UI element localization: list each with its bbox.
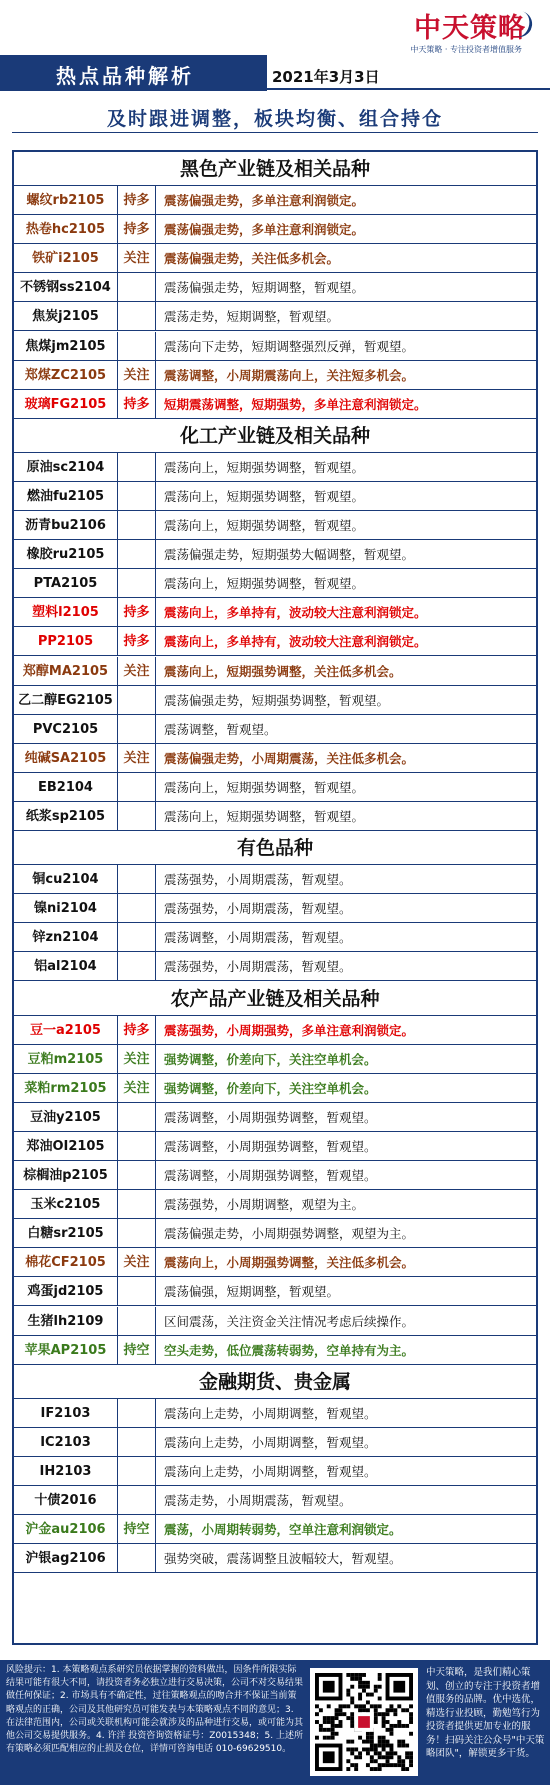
contract-name: PP2105 [14, 627, 118, 655]
table-row [14, 952, 536, 981]
table-row [14, 744, 536, 773]
table-row [14, 1190, 536, 1219]
position-tag [118, 511, 156, 539]
table-row [14, 1486, 536, 1515]
logo-text: 中天策略 [414, 13, 526, 44]
strategy-comment: 震荡向上，短期强势调整，暂观望。 [164, 576, 365, 592]
position-tag [118, 686, 156, 714]
table-row [14, 894, 536, 923]
contract-name: 燃油fu2105 [14, 482, 118, 510]
position-tag [118, 865, 156, 893]
section-header: 化工产业链及相关品种 [14, 419, 536, 453]
contract-name: 白糖sr2105 [14, 1219, 118, 1247]
table-row [14, 511, 536, 540]
table-row [14, 453, 536, 482]
contract-name: 鸡蛋jd2105 [14, 1277, 118, 1305]
contract-name: 纸浆sp2105 [14, 802, 118, 830]
section-header: 金融期货、贵金属 [14, 1365, 536, 1399]
contract-name: 原油sc2104 [14, 453, 118, 481]
contract-name: IC2103 [14, 1428, 118, 1456]
strategy-comment: 强势调整，价差向下，关注空单机会。 [164, 1080, 377, 1096]
position-tag: 关注 [118, 1074, 156, 1102]
position-tag [118, 773, 156, 801]
page-subtitle: 及时跟进调整，板块均衡、组合持仓 [106, 108, 443, 130]
table-row [14, 1045, 536, 1074]
strategy-comment: 区间震荡，关注资金关注情况考虑后续操作。 [164, 1313, 415, 1329]
table-row [14, 1074, 536, 1103]
contract-name: 镍ni2104 [14, 894, 118, 922]
strategy-comment: 震荡向上走势，小周期调整，暂观望。 [164, 1463, 377, 1479]
contract-name: PVC2105 [14, 715, 118, 743]
brand-logo [356, 6, 526, 54]
position-tag [118, 1190, 156, 1218]
table-row [14, 1248, 536, 1277]
contract-name: IF2103 [14, 1399, 118, 1427]
strategy-comment: 震荡调整，小周期强势调整，暂观望。 [164, 1109, 377, 1125]
strategy-comment: 震荡偏强走势，小周期震荡，关注低多机会。 [164, 750, 415, 766]
table-row [14, 244, 536, 273]
strategy-comment: 震荡强势，小周期震荡，暂观望。 [164, 901, 352, 917]
strategy-comment: 震荡，小周期转弱势，空单注意利润锁定。 [164, 1522, 402, 1538]
strategy-comment: 强势突破，震荡调整且波幅较大，暂观望。 [164, 1551, 402, 1567]
contract-name: 沪金au2106 [14, 1515, 118, 1543]
contract-name: 生猪lh2109 [14, 1307, 118, 1335]
table-row [14, 1399, 536, 1428]
contract-name: EB2104 [14, 773, 118, 801]
table-row [14, 390, 536, 419]
contract-name: 铝al2104 [14, 952, 118, 980]
contract-name: IH2103 [14, 1457, 118, 1485]
strategy-comment: 震荡调整，小周期震荡向上，关注短多机会。 [164, 367, 415, 383]
footer [0, 1660, 550, 1785]
strategy-comment: 震荡向上，短期强势调整，暂观望。 [164, 809, 365, 824]
strategy-comment: 震荡走势，小周期震荡，暂观望。 [164, 1493, 352, 1508]
table-row [14, 1544, 536, 1573]
position-tag: 持多 [118, 1016, 156, 1044]
strategy-comment: 震荡偏强，短期调整，暂观望。 [164, 1284, 340, 1300]
position-tag: 关注 [118, 657, 156, 685]
strategy-comment: 震荡强势，小周期强势，多单注意利润锁定。 [164, 1022, 415, 1038]
strategy-comment: 震荡调整，小周期强势调整，暂观望。 [164, 1138, 377, 1154]
strategy-comment: 震荡向上，短期强势调整，关注低多机会。 [164, 663, 402, 679]
strategy-comment: 震荡走势，短期调整，暂观望。 [164, 309, 340, 325]
position-tag [118, 1486, 156, 1514]
position-tag [118, 1277, 156, 1305]
position-tag: 持多 [118, 186, 156, 214]
position-tag [118, 273, 156, 301]
contract-name: 豆一a2105 [14, 1016, 118, 1044]
strategy-comment: 震荡向上走势，小周期调整，暂观望。 [164, 1405, 377, 1421]
page-header [0, 0, 550, 130]
position-tag: 关注 [118, 361, 156, 389]
strategy-comment: 短期震荡调整，短期强势，多单注意利润锁定。 [164, 396, 427, 412]
table-row [14, 773, 536, 802]
brand-promo: 中天策略，是我们精心策划、创立的专注于投资者增值服务的品牌。优中选优，精选行业投顾，勤勉笃行为投资者提供更加专业的服务！扫码关注公众号"中天策略团队"，解锁更多干货。 [426, 1667, 545, 1759]
table-row [14, 657, 536, 686]
position-tag: 关注 [118, 244, 156, 272]
qr-code-icon [315, 1673, 413, 1771]
strategy-comment: 震荡强势，小周期震荡，暂观望。 [164, 959, 352, 975]
risk-disclaimer: 风险提示：1. 本策略观点系研究员依据掌握的资料做出，因条件所限实际结果可能有很大不同，请投资者务必独立进行交易决策，公司不对交易结果做任何保证；2. 市场具有不确定性，过往策略观点的吻合并不保证当前策略观点的正确，公司及其他研究员可能发表与本策略观点不同的意见；3. 在法律范围内，公司或关联机构可能会就涉及的品种进行交易，或可能为其他公司交易提供服务。4. 许洋 投资咨询资格证号：Z0015348；5. 上述所有策略必须匹配相应的止损及仓位，详情可咨询电话 010-69629510。 [6, 1665, 304, 1755]
strategy-comment: 震荡偏强走势，小周期强势调整，观望为主。 [164, 1226, 415, 1242]
position-tag [118, 332, 156, 360]
table-row [14, 1515, 536, 1544]
position-tag: 持空 [118, 1336, 156, 1364]
position-tag: 持多 [118, 627, 156, 655]
section-header: 黑色产业链及相关品种 [14, 152, 536, 186]
table-row [14, 715, 536, 744]
contract-name: PTA2105 [14, 569, 118, 597]
strategy-comment: 震荡偏强走势，短期强势大幅调整，暂观望。 [164, 547, 415, 563]
position-tag [118, 1219, 156, 1247]
strategy-comment: 空头走势，低位震荡转弱势，空单持有为主。 [164, 1342, 415, 1358]
table-row [14, 923, 536, 952]
table-row [14, 1103, 536, 1132]
table-row [14, 1161, 536, 1190]
strategy-comment: 震荡向下走势，短期调整强烈反弹，暂观望。 [164, 338, 415, 354]
position-tag [118, 453, 156, 481]
table-row [14, 802, 536, 831]
position-tag: 关注 [118, 1248, 156, 1276]
strategy-comment: 震荡偏强走势，多单注意利润锁定。 [164, 222, 365, 238]
table-row [14, 482, 536, 511]
contract-name: 郑醇MA2105 [14, 657, 118, 685]
contract-name: 玻璃FG2105 [14, 390, 118, 418]
position-tag [118, 1132, 156, 1160]
contract-name: 郑油OI2105 [14, 1132, 118, 1160]
contract-name: 焦炭j2105 [14, 302, 118, 330]
position-tag: 持多 [118, 598, 156, 626]
contract-name: 苹果AP2105 [14, 1336, 118, 1364]
position-tag: 持空 [118, 1515, 156, 1543]
table-row [14, 865, 536, 894]
table-row [14, 1307, 536, 1336]
table-row [14, 1016, 536, 1045]
position-tag [118, 540, 156, 568]
qr-code[interactable] [310, 1668, 418, 1776]
strategy-comment: 震荡偏强走势，短期调整，暂观望。 [164, 280, 365, 296]
position-tag [118, 1307, 156, 1335]
contract-name: 铜cu2104 [14, 865, 118, 893]
contract-name: 铁矿i2105 [14, 244, 118, 272]
contract-name: 沪银ag2106 [14, 1544, 118, 1572]
table-row [14, 302, 536, 331]
contract-name: 橡胶ru2105 [14, 540, 118, 568]
position-tag [118, 923, 156, 951]
contract-name: 豆粕m2105 [14, 1045, 118, 1073]
position-tag [118, 1457, 156, 1485]
position-tag: 持多 [118, 215, 156, 243]
position-tag [118, 1428, 156, 1456]
analysis-table [12, 150, 538, 1645]
strategy-comment: 震荡向上，短期强势调整，暂观望。 [164, 459, 365, 475]
strategy-comment: 震荡向上，短期强势调整，暂观望。 [164, 488, 365, 504]
strategy-comment: 强势调整，价差向下，关注空单机会。 [164, 1051, 377, 1067]
strategy-comment: 震荡强势，小周期调整，观望为主。 [164, 1197, 365, 1213]
strategy-comment: 震荡向上，小周期强势调整，关注低多机会。 [164, 1255, 415, 1271]
contract-name: 螺纹rb2105 [14, 186, 118, 214]
contract-name: 十债2016 [14, 1486, 118, 1514]
contract-name: 乙二醇EG2105 [14, 686, 118, 714]
strategy-comment: 震荡调整，小周期强势调整，暂观望。 [164, 1168, 377, 1183]
table-row [14, 1132, 536, 1161]
strategy-comment: 震荡向上，多单持有，波动较大注意利润锁定。 [164, 634, 427, 650]
position-tag [118, 1103, 156, 1131]
contract-name: 锌zn2104 [14, 923, 118, 951]
table-row [14, 569, 536, 598]
position-tag [118, 569, 156, 597]
strategy-comment: 震荡向上，多单持有，波动较大注意利润锁定。 [164, 605, 427, 621]
strategy-comment: 震荡偏强走势，短期强势调整，暂观望。 [164, 692, 390, 708]
table-row [14, 1336, 536, 1365]
contract-name: 塑料l2105 [14, 598, 118, 626]
table-row [14, 186, 536, 215]
strategy-comment: 震荡偏强走势，多单注意利润锁定。 [164, 193, 365, 208]
table-row [14, 332, 536, 361]
contract-name: 热卷hc2105 [14, 215, 118, 243]
position-tag [118, 952, 156, 980]
table-row [14, 1428, 536, 1457]
table-row [14, 215, 536, 244]
subtitle-divider [12, 132, 538, 133]
position-tag: 关注 [118, 744, 156, 772]
contract-name: 菜粕rm2105 [14, 1074, 118, 1102]
table-row [14, 1457, 536, 1486]
page-title: 热点品种解析 [56, 64, 194, 88]
strategy-comment: 震荡调整，暂观望。 [164, 721, 277, 737]
contract-name: 豆油y2105 [14, 1103, 118, 1131]
position-tag: 持多 [118, 390, 156, 418]
report-date: 2021年3月3日 [272, 68, 380, 86]
title-bar [0, 55, 267, 91]
contract-name: 棕榈油p2105 [14, 1161, 118, 1189]
strategy-comment: 震荡向上走势，小周期调整，暂观望。 [164, 1434, 377, 1450]
table-row [14, 273, 536, 302]
date-divider [267, 88, 550, 90]
table-row [14, 686, 536, 715]
contract-name: 纯碱SA2105 [14, 744, 118, 772]
contract-name: 玉米c2105 [14, 1190, 118, 1218]
position-tag [118, 1399, 156, 1427]
position-tag [118, 715, 156, 743]
strategy-comment: 震荡强势，小周期震荡，暂观望。 [164, 872, 352, 888]
contract-name: 郑煤ZC2105 [14, 361, 118, 389]
contract-name: 焦煤jm2105 [14, 332, 118, 360]
section-header: 农产品产业链及相关品种 [14, 982, 536, 1016]
contract-name: 棉花CF2105 [14, 1248, 118, 1276]
contract-name: 不锈钢ss2104 [14, 273, 118, 301]
table-row [14, 540, 536, 569]
position-tag [118, 1161, 156, 1189]
table-row [14, 627, 536, 656]
table-row [14, 361, 536, 390]
strategy-comment: 震荡向上，短期强势调整，暂观望。 [164, 518, 365, 533]
position-tag [118, 802, 156, 830]
position-tag: 关注 [118, 1045, 156, 1073]
strategy-comment: 震荡调整，小周期震荡，暂观望。 [164, 930, 352, 946]
position-tag [118, 894, 156, 922]
position-tag [118, 302, 156, 330]
table-row [14, 1277, 536, 1306]
strategy-comment: 震荡偏强走势，关注低多机会。 [164, 251, 340, 267]
strategy-comment: 震荡向上，短期强势调整，暂观望。 [164, 779, 365, 795]
table-row [14, 598, 536, 627]
table-row [14, 1219, 536, 1248]
contract-name: 沥青bu2106 [14, 511, 118, 539]
position-tag [118, 1544, 156, 1572]
logo-subtext: 中天策略 · 专注投资者增值服务 [410, 45, 522, 54]
section-header: 有色品种 [14, 831, 536, 865]
position-tag [118, 482, 156, 510]
